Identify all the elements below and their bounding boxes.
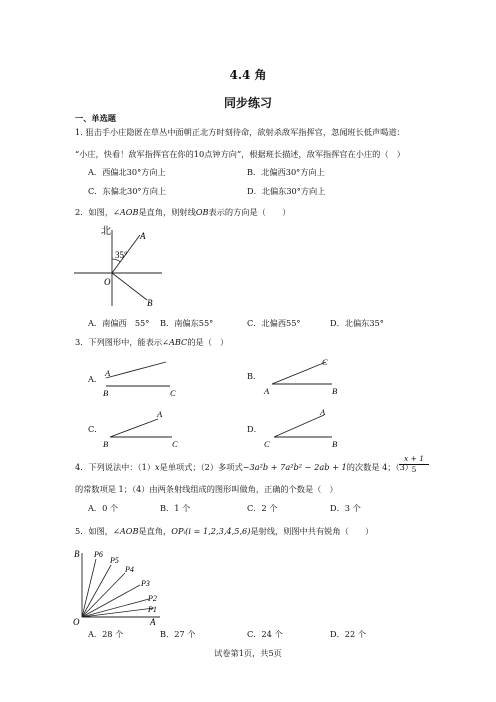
section-heading: 一、单选题 (75, 113, 116, 123)
q5-figure (70, 545, 170, 627)
label-c: C (264, 439, 270, 449)
q1-stem-line2: “小庄，快看！敌军指挥官在你的10点钟方向”，根据班长描述，敌军指挥官在小庄的（ ） (75, 149, 405, 159)
ray-op2 (82, 599, 149, 617)
q4-stem-line2: 的常数项是 1；（4）由两条射线组成的图形叫做角，正确的个数是（ ） (75, 484, 338, 494)
document-title: 4.4 角 (229, 68, 267, 82)
label-b: B (332, 386, 338, 396)
q2-angle: ∠AOB (112, 207, 139, 217)
q2-option-c[interactable]: C．北偏西55° (247, 318, 301, 328)
q3-figure-a (100, 356, 190, 401)
label-o: O (73, 617, 80, 627)
q5-option-a[interactable]: A．28 个 (88, 629, 124, 639)
ray-ba (106, 362, 166, 378)
q4-x: x (155, 462, 160, 472)
label-b: B (332, 439, 338, 449)
label-p6: P6 (94, 550, 103, 559)
ray-ob (112, 273, 147, 300)
ray-ba (110, 419, 158, 437)
label-a: A (157, 409, 163, 419)
q1-option-c[interactable]: C．东偏北30°方向上 (88, 186, 167, 196)
q4-fraction (399, 454, 429, 475)
page-footer: 试卷第1页，共5页 (214, 648, 282, 658)
q3-option-d[interactable]: D． (247, 424, 262, 434)
q3-figure-d (260, 407, 350, 452)
fraction-numerator: x + 1 (399, 454, 429, 465)
q5-prefix: 5．如图， (75, 526, 113, 536)
q5-middle: 是直角， (138, 526, 172, 536)
q2-option-b[interactable]: B．南偏东55° (160, 318, 214, 328)
q2-figure (70, 222, 170, 312)
ray-op4 (82, 573, 125, 617)
q3-figure-b (260, 356, 350, 401)
q5-option-d[interactable]: D．22 个 (330, 629, 366, 639)
ray-op6 (82, 559, 96, 617)
north-label: 北 (101, 226, 111, 237)
label-p4: P4 (125, 565, 134, 574)
q5-suffix: 是射线，则图中共有锐角（ ） (250, 526, 374, 536)
q5-rays: OPᵢ(i = 1,2,3,4,5,6) (171, 526, 251, 536)
q2-ray: OB (195, 207, 209, 217)
q4-part1: 4．下列说法中：（1） (75, 462, 156, 472)
q2-prefix: 2．如图， (75, 207, 113, 217)
q4-option-d[interactable]: D．3 个 (330, 503, 361, 513)
label-c: C (170, 388, 176, 398)
q3-stem (75, 337, 228, 348)
document-subtitle: 同步练习 (223, 96, 272, 110)
ray-op1 (82, 608, 154, 617)
label-p2: P2 (148, 594, 157, 603)
label-p1: P1 (148, 605, 157, 614)
q5-stem (75, 526, 373, 537)
q2-stem (75, 207, 290, 218)
q2-option-d[interactable]: D．北偏东35° (330, 318, 384, 328)
q4-polynomial: −3a²b + 7a²b² − 2ab + 1 (242, 462, 347, 472)
q4-option-b[interactable]: B．1 个 (160, 503, 191, 513)
q5-option-c[interactable]: C．24 个 (247, 629, 283, 639)
label-c: C (172, 439, 178, 449)
q1-stem-line1: 1. 狙击手小庄隐匿在草丛中面朝正北方时刻待命，欲射杀敌军指挥官，忽闻班长低声喝道： (75, 127, 405, 137)
q1-option-b[interactable]: B．北偏西30°方向上 (247, 167, 325, 177)
label-b: B (103, 439, 109, 449)
q3-option-b[interactable]: B． (247, 371, 262, 381)
q3-prefix: 3．下列图形中，能表示 (75, 337, 163, 347)
point-b-label: B (147, 298, 153, 308)
label-a: A (105, 368, 111, 378)
q3-option-c[interactable]: C． (88, 424, 103, 434)
point-a-label: A (140, 231, 146, 241)
q2-option-a[interactable]: A．南偏西 55° (88, 318, 150, 328)
q1-option-d[interactable]: D．北偏东30°方向上 (247, 186, 326, 196)
q4-stem-line1 (75, 462, 413, 473)
q4-part2: 是单项式；（2）多项式 (159, 462, 243, 472)
label-a: A (264, 386, 270, 396)
q4-option-c[interactable]: C．2 个 (247, 503, 278, 513)
q3-option-a[interactable]: A． (88, 374, 103, 384)
label-a: A (150, 617, 156, 627)
q5-option-b[interactable]: B．27 个 (160, 629, 196, 639)
q3-suffix: 的是（ ） (187, 337, 229, 347)
angle-label: 35° (115, 250, 128, 260)
q2-middle: 是直角，则射线 (138, 207, 196, 217)
point-o-label: O (104, 277, 111, 287)
ray-ac (272, 362, 326, 384)
label-a: A (320, 407, 326, 417)
ray-ca (274, 415, 324, 437)
q4-part3: 的次数是 4；（3） (346, 462, 413, 472)
q4-option-a[interactable]: A．0 个 (88, 503, 119, 513)
label-b: B (74, 549, 80, 559)
q3-angle: ∠ABC (162, 337, 188, 347)
q3-figure-c (100, 407, 190, 452)
label-p5: P5 (110, 556, 119, 565)
q2-suffix: 表示的方向是（ ） (208, 207, 291, 217)
fraction-denominator: 5 (411, 465, 417, 474)
q5-angle: ∠AOB (112, 526, 139, 536)
label-p3: P3 (141, 579, 150, 588)
label-b: B (103, 388, 109, 398)
q1-option-a[interactable]: A．西偏北30°方向上 (88, 167, 166, 177)
label-c: C (322, 357, 328, 367)
